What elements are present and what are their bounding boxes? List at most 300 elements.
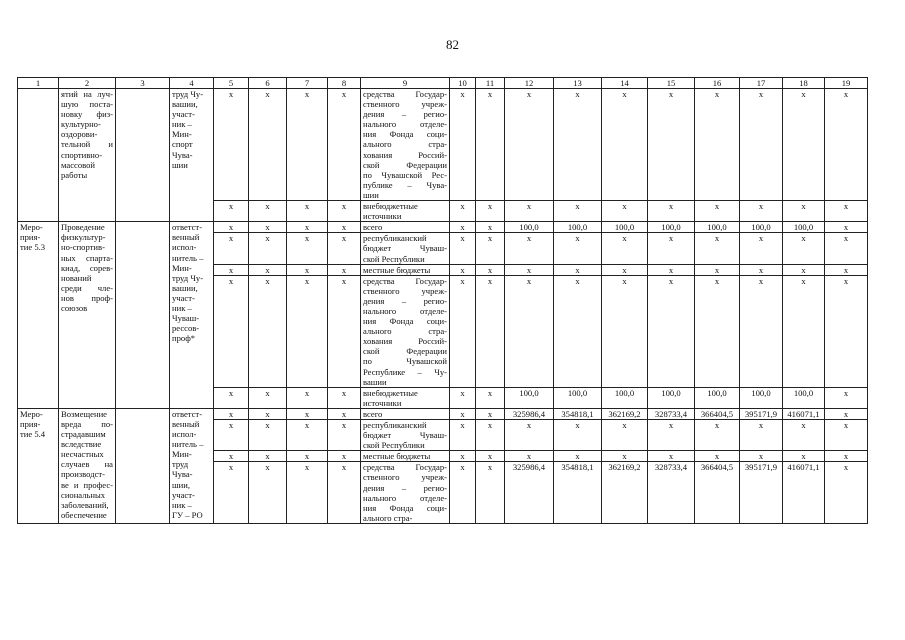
source-cell-line: нального отделе- bbox=[363, 305, 447, 316]
column-header: 1 bbox=[18, 78, 59, 89]
code-cell: x bbox=[328, 451, 361, 462]
value-cell: 395171,9 bbox=[740, 408, 783, 419]
source-cell-line: ния Фонда соци- bbox=[363, 316, 447, 327]
empty-cell bbox=[116, 408, 170, 523]
value-cell: x bbox=[505, 89, 554, 201]
value-cell: 395171,9 bbox=[740, 462, 783, 524]
executor-cell-line: Чува- bbox=[172, 149, 193, 160]
executor-cell-line: шии bbox=[172, 159, 188, 170]
code-cell: x bbox=[328, 201, 361, 222]
header-row bbox=[18, 78, 868, 89]
event-title-cell-line: ятий на луч- bbox=[61, 89, 113, 99]
value-cell: х bbox=[740, 420, 783, 451]
value-cell: x bbox=[602, 89, 648, 201]
value-cell: 100,0 bbox=[554, 387, 602, 408]
code-cell: x bbox=[287, 201, 328, 222]
code-cell: x bbox=[214, 451, 249, 462]
event-id-cell bbox=[18, 408, 59, 523]
source-cell-line: шии bbox=[363, 189, 379, 200]
value-cell: х bbox=[825, 275, 868, 387]
code-cell: x bbox=[214, 420, 249, 451]
value-cell: 100,0 bbox=[740, 222, 783, 233]
code-cell: x bbox=[287, 275, 328, 387]
event-title-cell-line: физкультур- bbox=[61, 232, 106, 243]
value-cell: х bbox=[476, 275, 505, 387]
executor-cell-line: вашии, bbox=[172, 282, 198, 293]
column-header: 11 bbox=[476, 78, 505, 89]
code-cell: x bbox=[214, 222, 249, 233]
source-cell-line: дения – регио- bbox=[363, 109, 447, 120]
value-cell: х bbox=[602, 451, 648, 462]
value-cell: х bbox=[505, 264, 554, 275]
source-cell-line: по Чувашской Рес- bbox=[363, 169, 447, 180]
event-title-cell-line: вследствие bbox=[61, 439, 102, 450]
executor-cell-line: нитель – bbox=[172, 439, 204, 450]
value-cell: х bbox=[740, 264, 783, 275]
value-cell: х bbox=[648, 451, 695, 462]
code-cell: x bbox=[287, 233, 328, 264]
value-cell: 100,0 bbox=[505, 222, 554, 233]
source-cell bbox=[361, 233, 450, 264]
value-cell: х bbox=[450, 275, 476, 387]
source-cell-line: нального отделе- bbox=[363, 492, 447, 503]
empty-cell bbox=[116, 89, 170, 222]
page-number: 82 bbox=[446, 37, 459, 52]
source-cell bbox=[361, 264, 450, 275]
event-title-cell-line: случаев на bbox=[61, 459, 113, 470]
column-header: 15 bbox=[648, 78, 695, 89]
code-cell: x bbox=[249, 264, 287, 275]
event-title-cell-line: Проведение bbox=[61, 222, 105, 233]
executor-cell-line: участ- bbox=[172, 109, 195, 120]
table-row bbox=[18, 222, 868, 233]
value-cell: х bbox=[450, 264, 476, 275]
value-cell: х bbox=[783, 420, 825, 451]
source-cell-line: ния Фонда соци- bbox=[363, 502, 447, 513]
executor-cell-line: вашии, bbox=[172, 99, 198, 110]
column-header: 18 bbox=[783, 78, 825, 89]
value-cell: х bbox=[554, 264, 602, 275]
code-cell: x bbox=[287, 387, 328, 408]
event-title-cell-line: ве и профес- bbox=[61, 479, 113, 490]
value-cell: 362169,2 bbox=[602, 408, 648, 419]
source-cell-line: внебюджетные bbox=[363, 201, 418, 212]
value-cell: x bbox=[476, 201, 505, 222]
value-cell: х bbox=[554, 275, 602, 387]
code-cell: x bbox=[328, 387, 361, 408]
event-title-cell-line: работы bbox=[61, 169, 88, 180]
executor-cell-line: участ- bbox=[172, 292, 195, 303]
executor-cell-line: ник – bbox=[172, 499, 192, 510]
code-cell: x bbox=[287, 264, 328, 275]
value-cell: х bbox=[825, 387, 868, 408]
executor-cell-line: ответст- bbox=[172, 408, 203, 419]
value-cell: х bbox=[695, 275, 740, 387]
executor-cell-line: труд Чу- bbox=[172, 272, 204, 283]
event-title-cell bbox=[59, 408, 116, 523]
source-cell-line: ального стра- bbox=[363, 139, 447, 150]
column-header: 7 bbox=[287, 78, 328, 89]
executor-cell-line: шии, bbox=[172, 479, 190, 490]
event-title-cell-line: вреда по- bbox=[61, 419, 113, 429]
table-row bbox=[18, 89, 868, 201]
value-cell: x bbox=[648, 89, 695, 201]
column-header: 6 bbox=[249, 78, 287, 89]
code-cell: x bbox=[287, 408, 328, 419]
value-cell: х bbox=[602, 264, 648, 275]
value-cell: х bbox=[450, 233, 476, 264]
value-cell: х bbox=[505, 275, 554, 387]
value-cell: х bbox=[505, 451, 554, 462]
executor-cell-line: проф* bbox=[172, 333, 196, 344]
value-cell: х bbox=[648, 420, 695, 451]
value-cell: х bbox=[695, 451, 740, 462]
source-cell-line: по Чувашской bbox=[363, 356, 447, 367]
value-cell: x bbox=[450, 89, 476, 201]
value-cell: х bbox=[554, 233, 602, 264]
event-title-cell-line: новку физ- bbox=[61, 109, 113, 120]
source-cell-line: Республике – Чу- bbox=[363, 366, 447, 377]
event-title-cell-line: оздорови- bbox=[61, 129, 98, 140]
value-cell: х bbox=[450, 408, 476, 419]
executor-cell-line: ответст- bbox=[172, 222, 203, 233]
event-title-cell-line: шую поста- bbox=[61, 99, 113, 110]
executor-cell-line: испол- bbox=[172, 429, 197, 440]
value-cell: х bbox=[825, 462, 868, 524]
value-cell: x bbox=[783, 89, 825, 201]
code-cell: x bbox=[287, 462, 328, 524]
source-cell-line: местные бюджеты bbox=[363, 451, 431, 462]
code-cell: x bbox=[249, 451, 287, 462]
value-cell: 100,0 bbox=[505, 387, 554, 408]
source-cell-line: дения – регио- bbox=[363, 482, 447, 493]
value-cell: x bbox=[554, 201, 602, 222]
value-cell: 416071,1 bbox=[783, 462, 825, 524]
value-cell: 328733,4 bbox=[648, 462, 695, 524]
value-cell: х bbox=[476, 451, 505, 462]
event-id-cell bbox=[18, 222, 59, 409]
source-cell bbox=[361, 408, 450, 419]
value-cell: x bbox=[602, 201, 648, 222]
executor-cell bbox=[170, 222, 214, 409]
value-cell: х bbox=[783, 451, 825, 462]
event-title-cell-line: нований bbox=[61, 272, 92, 283]
value-cell: 100,0 bbox=[648, 222, 695, 233]
code-cell: x bbox=[214, 408, 249, 419]
value-cell: х bbox=[825, 420, 868, 451]
value-cell: х bbox=[740, 451, 783, 462]
event-title-cell-line: обеспечение bbox=[61, 509, 107, 520]
value-cell: 366404,5 bbox=[695, 462, 740, 524]
column-header: 14 bbox=[602, 78, 648, 89]
value-cell: х bbox=[825, 233, 868, 264]
code-cell: x bbox=[249, 201, 287, 222]
source-cell-line: ственного учреж- bbox=[363, 472, 447, 483]
value-cell: х bbox=[554, 420, 602, 451]
budget-table bbox=[17, 77, 868, 524]
value-cell: 100,0 bbox=[695, 387, 740, 408]
source-cell-line: нального отделе- bbox=[363, 119, 447, 130]
event-title-cell bbox=[59, 89, 116, 222]
event-title-cell-line: ных спарта- bbox=[61, 252, 113, 263]
event-title-cell-line: союзов bbox=[61, 302, 88, 313]
code-cell: x bbox=[249, 408, 287, 419]
event-title-cell-line: спортивно- bbox=[61, 149, 103, 160]
source-cell-line: ния Фонда соци- bbox=[363, 129, 447, 140]
event-title-cell bbox=[59, 222, 116, 409]
value-cell: 100,0 bbox=[783, 222, 825, 233]
value-cell: х bbox=[740, 233, 783, 264]
event-id-cell-line: Меро- bbox=[20, 222, 43, 233]
value-cell: х bbox=[740, 275, 783, 387]
column-header: 19 bbox=[825, 78, 868, 89]
value-cell: 366404,5 bbox=[695, 408, 740, 419]
code-cell: x bbox=[328, 222, 361, 233]
source-cell-line: ственного учреж- bbox=[363, 285, 447, 296]
column-header: 12 bbox=[505, 78, 554, 89]
source-cell-line: республиканский bbox=[363, 233, 427, 244]
value-cell: х bbox=[476, 233, 505, 264]
event-id-cell-line: прия- bbox=[20, 232, 41, 243]
value-cell: х bbox=[695, 264, 740, 275]
source-cell-line: средства Государ- bbox=[363, 89, 447, 99]
code-cell: x bbox=[249, 462, 287, 524]
event-title-cell-line: киад, сорев- bbox=[61, 262, 113, 273]
event-title-cell-line: но-спортив- bbox=[61, 242, 105, 253]
value-cell: x bbox=[825, 89, 868, 201]
column-header: 4 bbox=[170, 78, 214, 89]
event-title-cell-line: среди чле- bbox=[61, 282, 113, 293]
column-header: 9 bbox=[361, 78, 450, 89]
value-cell: 100,0 bbox=[602, 387, 648, 408]
executor-cell-line: венный bbox=[172, 419, 200, 429]
source-cell-line: республиканский bbox=[363, 420, 427, 430]
value-cell: 325986,4 bbox=[505, 462, 554, 524]
value-cell: х bbox=[476, 387, 505, 408]
source-cell-line: публике – Чува- bbox=[363, 179, 447, 190]
value-cell: х bbox=[648, 275, 695, 387]
executor-cell-line: испол- bbox=[172, 242, 197, 253]
value-cell: 416071,1 bbox=[783, 408, 825, 419]
value-cell: х bbox=[695, 420, 740, 451]
source-cell-line: бюджет Чуваш- bbox=[363, 430, 447, 441]
code-cell: x bbox=[214, 387, 249, 408]
source-cell-line: средства Государ- bbox=[363, 462, 447, 473]
code-cell: x bbox=[328, 233, 361, 264]
source-cell-line: всего bbox=[363, 222, 383, 233]
value-cell: х bbox=[554, 451, 602, 462]
source-cell-line: хования Россий- bbox=[363, 149, 447, 160]
column-header: 13 bbox=[554, 78, 602, 89]
code-cell: x bbox=[328, 462, 361, 524]
code-cell: x bbox=[214, 233, 249, 264]
code-cell: x bbox=[214, 264, 249, 275]
source-cell-line: источники bbox=[363, 397, 402, 408]
code-cell: x bbox=[249, 89, 287, 201]
code-cell: x bbox=[249, 222, 287, 233]
value-cell: х bbox=[695, 233, 740, 264]
code-cell: x bbox=[287, 222, 328, 233]
event-title-cell-line: культурно- bbox=[61, 119, 101, 130]
value-cell: x bbox=[450, 201, 476, 222]
value-cell: x bbox=[783, 201, 825, 222]
executor-cell-line: Мин- bbox=[172, 129, 192, 140]
value-cell: х bbox=[450, 420, 476, 451]
source-cell bbox=[361, 201, 450, 222]
source-cell-line: дения – регио- bbox=[363, 295, 447, 306]
executor-cell bbox=[170, 408, 214, 523]
code-cell: x bbox=[214, 462, 249, 524]
code-cell: x bbox=[214, 275, 249, 387]
value-cell: x bbox=[740, 201, 783, 222]
source-cell-line: ального стра- bbox=[363, 326, 447, 337]
value-cell: x bbox=[476, 89, 505, 201]
executor-cell-line: рессов- bbox=[172, 323, 200, 334]
column-header: 3 bbox=[116, 78, 170, 89]
value-cell: 354818,1 bbox=[554, 462, 602, 524]
executor-cell-line: ГУ – РО bbox=[172, 509, 203, 520]
empty-cell bbox=[116, 222, 170, 409]
code-cell: x bbox=[328, 275, 361, 387]
source-cell-line: местные бюджеты bbox=[363, 264, 431, 275]
value-cell: х bbox=[825, 408, 868, 419]
value-cell: 100,0 bbox=[695, 222, 740, 233]
executor-cell-line: ник – bbox=[172, 119, 192, 130]
source-cell bbox=[361, 275, 450, 387]
column-header: 5 bbox=[214, 78, 249, 89]
executor-cell-line: нитель – bbox=[172, 252, 204, 263]
source-cell-line: ской Федерации bbox=[363, 159, 447, 170]
source-cell bbox=[361, 462, 450, 524]
value-cell: 354818,1 bbox=[554, 408, 602, 419]
executor-cell-line: Чува- bbox=[172, 469, 193, 480]
code-cell: x bbox=[249, 275, 287, 387]
event-title-cell-line: нов проф- bbox=[61, 292, 113, 303]
source-cell-line: бюджет Чуваш- bbox=[363, 243, 447, 254]
executor-cell-line: участ- bbox=[172, 489, 195, 500]
value-cell: x bbox=[695, 201, 740, 222]
code-cell: x bbox=[328, 408, 361, 419]
column-header: 10 bbox=[450, 78, 476, 89]
source-cell bbox=[361, 89, 450, 201]
value-cell: x bbox=[825, 201, 868, 222]
source-cell bbox=[361, 222, 450, 233]
code-cell: x bbox=[287, 451, 328, 462]
value-cell: х bbox=[602, 420, 648, 451]
table-row bbox=[18, 408, 868, 419]
source-cell-line: средства Государ- bbox=[363, 275, 447, 286]
value-cell: x bbox=[554, 89, 602, 201]
executor-cell-line: венный bbox=[172, 232, 200, 243]
event-title-cell-line: массовой bbox=[61, 159, 96, 170]
value-cell: х bbox=[476, 408, 505, 419]
value-cell: х bbox=[450, 462, 476, 524]
value-cell: x bbox=[695, 89, 740, 201]
value-cell: х bbox=[476, 222, 505, 233]
code-cell: x bbox=[287, 420, 328, 451]
event-id-cell-line: тие 5.4 bbox=[20, 429, 46, 440]
event-title-cell-line: несчастных bbox=[61, 449, 104, 460]
code-cell: x bbox=[249, 420, 287, 451]
source-cell-line: источники bbox=[363, 211, 402, 222]
value-cell: 100,0 bbox=[740, 387, 783, 408]
value-cell: х bbox=[648, 264, 695, 275]
column-header: 2 bbox=[59, 78, 116, 89]
value-cell: х bbox=[825, 222, 868, 233]
event-id-cell bbox=[18, 89, 59, 222]
source-cell-line: всего bbox=[363, 408, 383, 419]
event-id-cell-line: тие 5.3 bbox=[20, 242, 46, 253]
value-cell: х bbox=[825, 264, 868, 275]
code-cell: x bbox=[249, 233, 287, 264]
code-cell: x bbox=[328, 264, 361, 275]
code-cell: x bbox=[328, 89, 361, 201]
code-cell: x bbox=[287, 89, 328, 201]
executor-cell-line: Мин- bbox=[172, 449, 192, 460]
value-cell: 100,0 bbox=[648, 387, 695, 408]
column-header: 17 bbox=[740, 78, 783, 89]
value-cell: х bbox=[783, 233, 825, 264]
value-cell: х bbox=[505, 420, 554, 451]
value-cell: х bbox=[602, 275, 648, 387]
value-cell: 362169,2 bbox=[602, 462, 648, 524]
source-cell-line: ального стра- bbox=[363, 512, 413, 523]
source-cell-line: внебюджетные bbox=[363, 387, 418, 398]
executor-cell-line: Мин- bbox=[172, 262, 192, 273]
value-cell: х bbox=[505, 233, 554, 264]
value-cell: х bbox=[648, 233, 695, 264]
source-cell bbox=[361, 451, 450, 462]
value-cell: 325986,4 bbox=[505, 408, 554, 419]
event-title-cell-line: сиональных bbox=[61, 489, 106, 500]
value-cell: 328733,4 bbox=[648, 408, 695, 419]
source-cell-line: ской Республики bbox=[363, 253, 425, 264]
value-cell: x bbox=[648, 201, 695, 222]
value-cell: х bbox=[783, 275, 825, 387]
source-cell-line: ственного учреж- bbox=[363, 99, 447, 110]
event-title-cell-line: Возмещение bbox=[61, 408, 107, 419]
code-cell: x bbox=[249, 387, 287, 408]
event-title-cell-line: производст- bbox=[61, 469, 106, 480]
code-cell: x bbox=[214, 201, 249, 222]
value-cell: х bbox=[450, 451, 476, 462]
code-cell: x bbox=[328, 420, 361, 451]
source-cell-line: хования Россий- bbox=[363, 336, 447, 347]
event-id-cell-line: Меро- bbox=[20, 408, 43, 419]
value-cell: х bbox=[450, 387, 476, 408]
event-title-cell-line: заболеваний, bbox=[61, 499, 109, 510]
event-title-cell-line: страдавшим bbox=[61, 429, 106, 440]
value-cell: х bbox=[450, 222, 476, 233]
executor-cell-line: труд Чу- bbox=[172, 89, 204, 99]
value-cell: х bbox=[476, 462, 505, 524]
event-id-cell-line: прия- bbox=[20, 419, 41, 429]
value-cell: х bbox=[476, 420, 505, 451]
executor-cell bbox=[170, 89, 214, 222]
value-cell: 100,0 bbox=[783, 387, 825, 408]
source-cell-line: ской Республики bbox=[363, 440, 425, 451]
value-cell: x bbox=[505, 201, 554, 222]
executor-cell-line: ник – bbox=[172, 302, 192, 313]
value-cell: х bbox=[783, 264, 825, 275]
value-cell: х bbox=[825, 451, 868, 462]
value-cell: х bbox=[602, 233, 648, 264]
source-cell bbox=[361, 420, 450, 451]
value-cell: 100,0 bbox=[602, 222, 648, 233]
source-cell-line: ской Федерации bbox=[363, 346, 447, 357]
executor-cell-line: труд bbox=[172, 459, 189, 470]
code-cell: x bbox=[214, 89, 249, 201]
